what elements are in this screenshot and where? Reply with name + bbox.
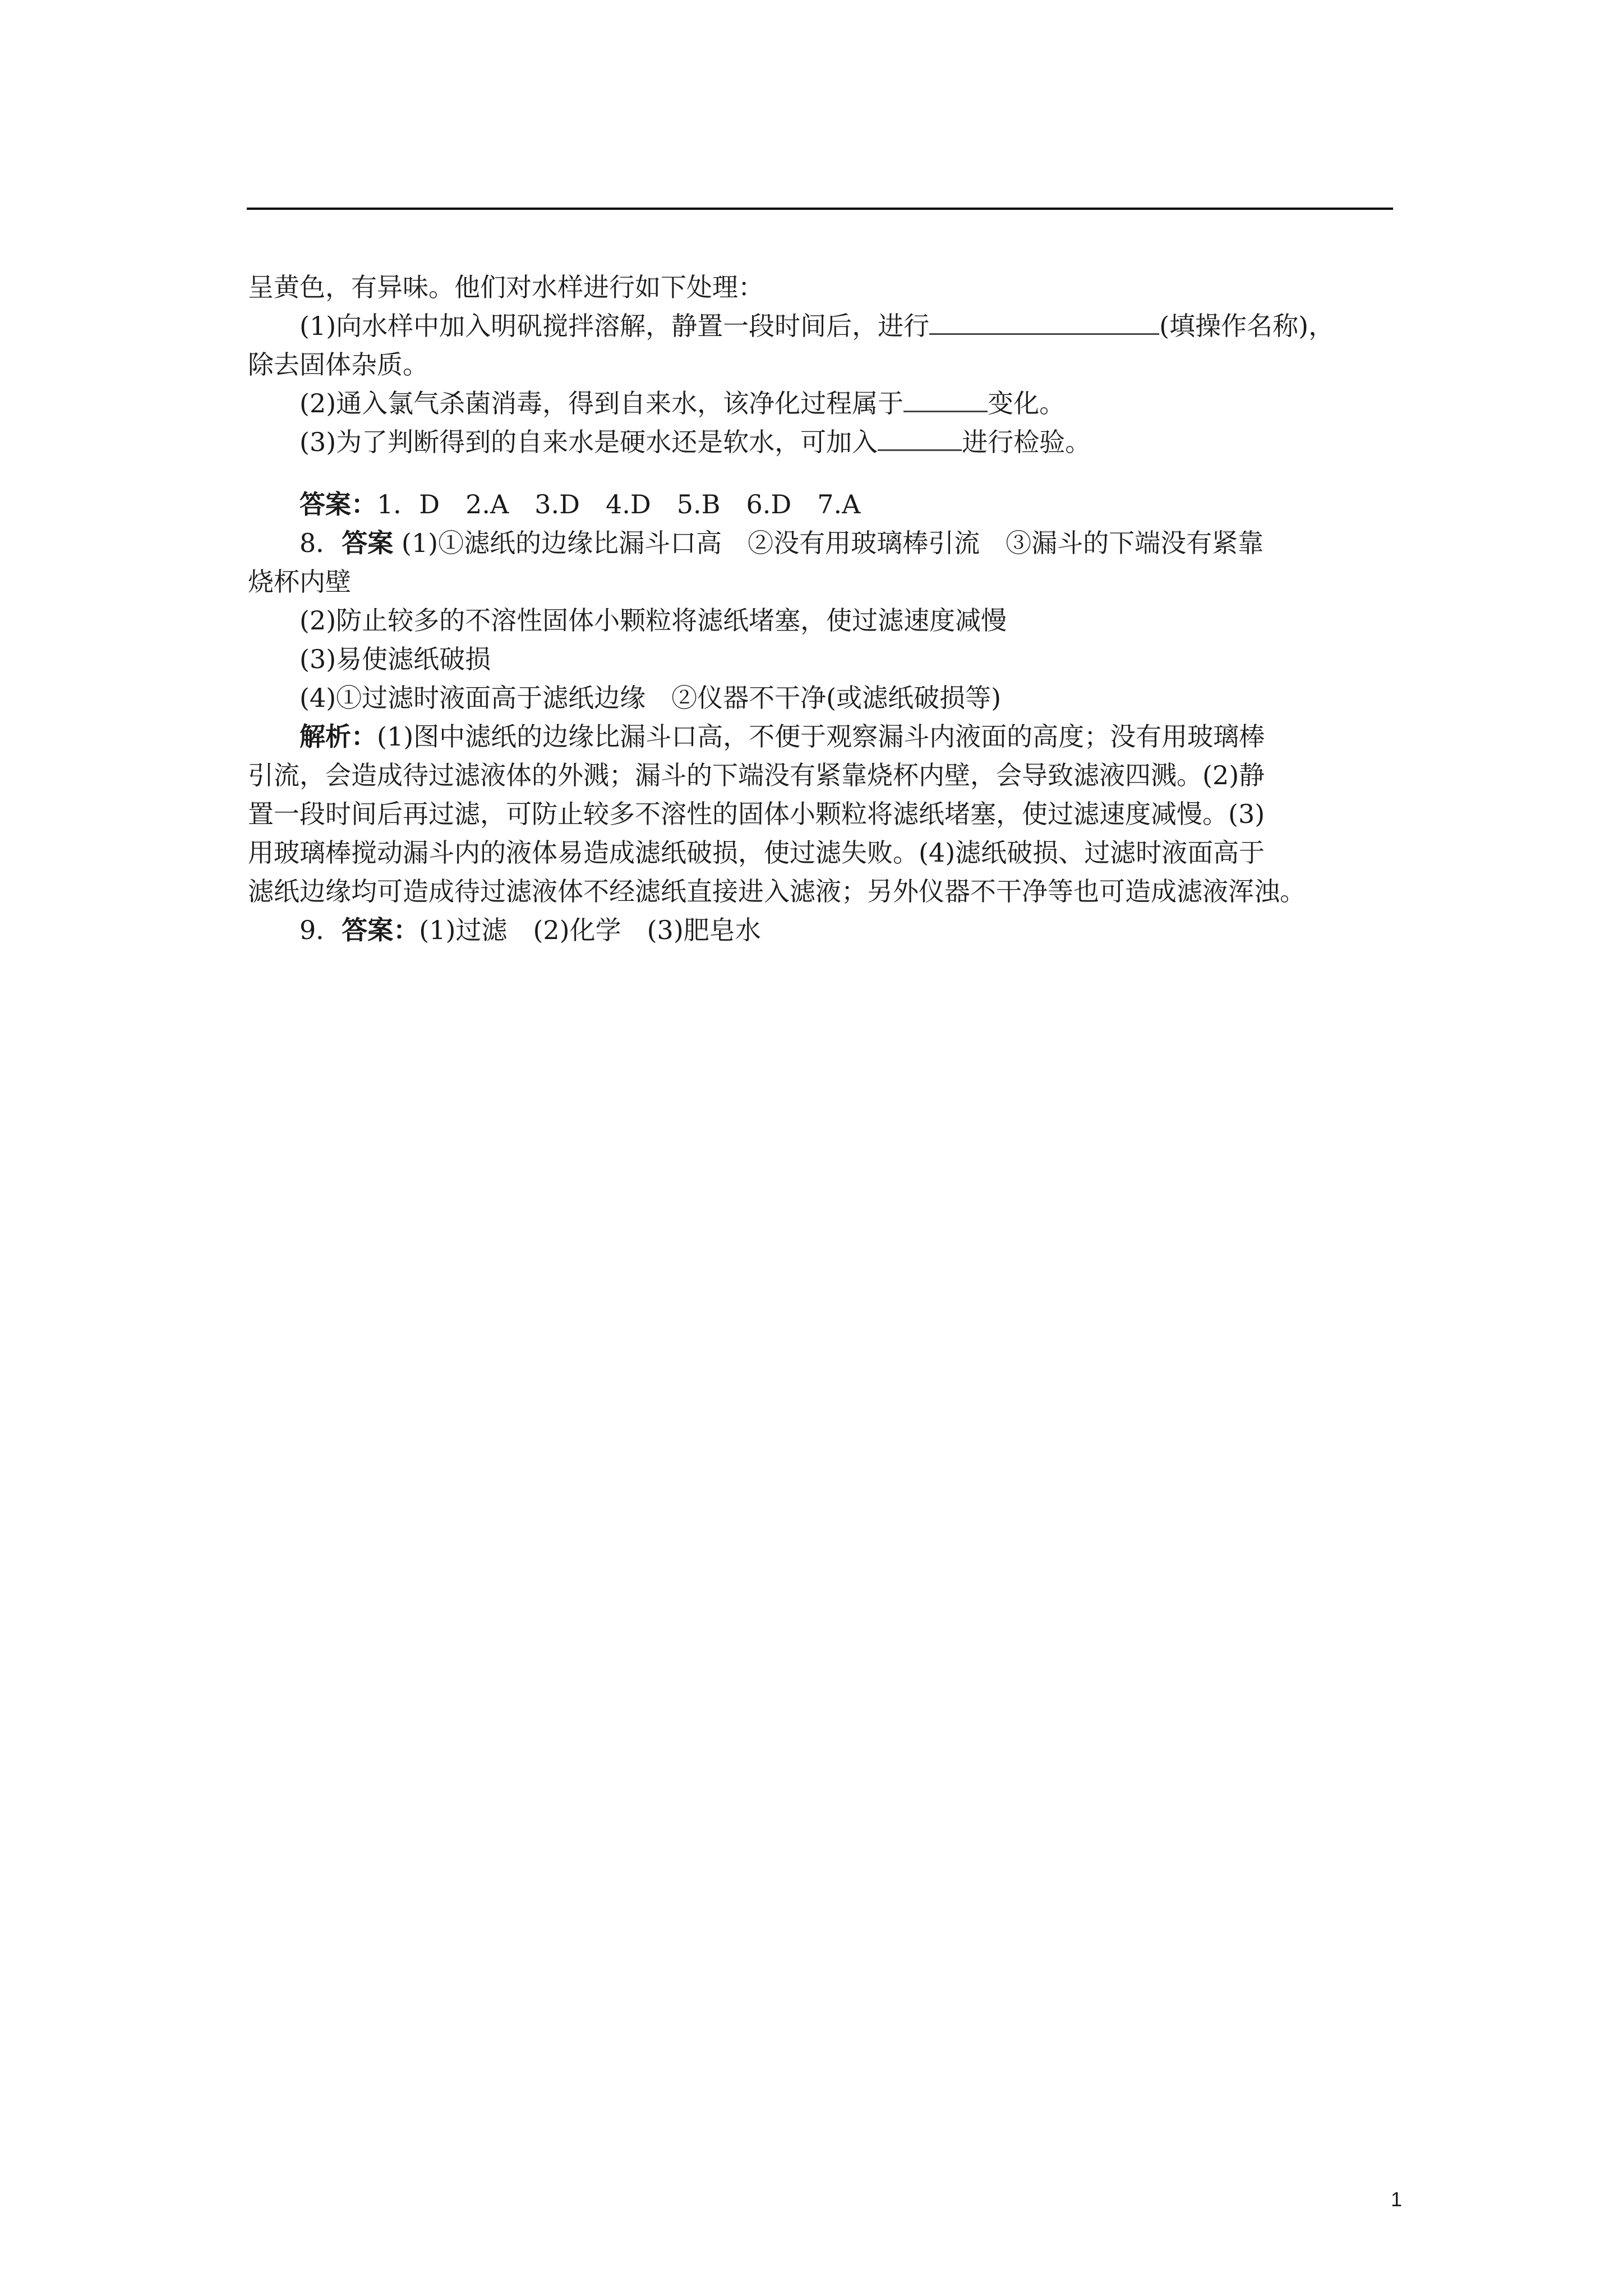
answer-8-part-2: (2)防止较多的不溶性固体小颗粒将滤纸堵塞，使过滤速度减慢	[299, 605, 1007, 636]
question-2-suffix: 变化。	[988, 388, 1066, 418]
question-3-text: (3)为了判断得到的自来水是硬水还是软水，可加入	[299, 427, 878, 457]
analysis-line-1	[248, 717, 1392, 756]
answer-8-label: 答案	[342, 528, 394, 558]
question-1	[248, 307, 1392, 346]
answer-8	[248, 524, 1392, 563]
intro-line: 呈黄色，有异味。他们对水样进行如下处理：	[248, 272, 764, 302]
answer-8-part-1-continuation: 烧杯内壁	[248, 567, 351, 597]
answer-label: 答案：	[299, 489, 377, 519]
question-1-suffix: (填操作名称)，	[1159, 311, 1335, 341]
page-content	[248, 268, 1392, 950]
answer-blank-3	[878, 424, 962, 451]
analysis-label: 解析：	[299, 721, 377, 752]
answer-8-part-4: (4)①过滤时液面高于滤纸边缘 ②仪器不干净(或滤纸破损等)	[299, 683, 1002, 713]
question-3-suffix: 进行检验。	[962, 427, 1091, 457]
question-1-text: (1)向水样中加入明矾搅拌溶解，静置一段时间后，进行	[299, 311, 930, 341]
question-1-continuation: 除去固体杂质。	[248, 349, 428, 380]
analysis-text-1: (1)图中滤纸的边缘比漏斗口高，不便于观察漏斗内液面的高度；没有用玻璃棒	[377, 721, 1265, 752]
answer-9	[248, 911, 1392, 950]
answer-values: 1．D 2.A 3.D 4.D 5.B 6.D 7.A	[377, 489, 861, 519]
answer-8-part-3: (3)易使滤纸破损	[299, 644, 491, 674]
analysis-line-5: 滤纸边缘均可造成待过滤液体不经滤纸直接进入滤液；另外仪器不干净等也可造成滤液浑浊。	[248, 876, 1306, 907]
answer-blank-2	[903, 385, 988, 412]
question-3	[248, 423, 1392, 462]
answer-list	[248, 485, 1392, 524]
answer-9-label: 答案：	[342, 915, 419, 945]
answer-9-text: (1)过滤 (2)化学 (3)肥皂水	[419, 915, 761, 945]
question-2-text: (2)通入氯气杀菌消毒，得到自来水，该净化过程属于	[299, 388, 904, 418]
question-2	[248, 384, 1392, 423]
page-number: 1	[1390, 2188, 1402, 2211]
analysis-line-3: 置一段时间后再过滤，可防止较多不溶性的固体小颗粒将滤纸堵塞，使过滤速度减慢。(3)	[248, 799, 1265, 829]
answer-blank-1	[929, 307, 1159, 335]
header-rule	[247, 208, 1393, 210]
answer-8-part-1: (1)①滤纸的边缘比漏斗口高 ②没有用玻璃棒引流 ③漏斗的下端没有紧靠	[401, 528, 1264, 558]
analysis-line-2: 引流，会造成待过滤液体的外溅；漏斗的下端没有紧靠烧杯内壁，会导致滤液四溅。(2)静	[248, 760, 1265, 790]
section-gap	[248, 462, 1392, 485]
answer-9-number: 9．	[299, 915, 342, 945]
answer-8-number: 8．	[299, 528, 342, 558]
analysis-line-4: 用玻璃棒搅动漏斗内的液体易造成滤纸破损，使过滤失败。(4)滤纸破损、过滤时液面高于	[248, 838, 1265, 868]
